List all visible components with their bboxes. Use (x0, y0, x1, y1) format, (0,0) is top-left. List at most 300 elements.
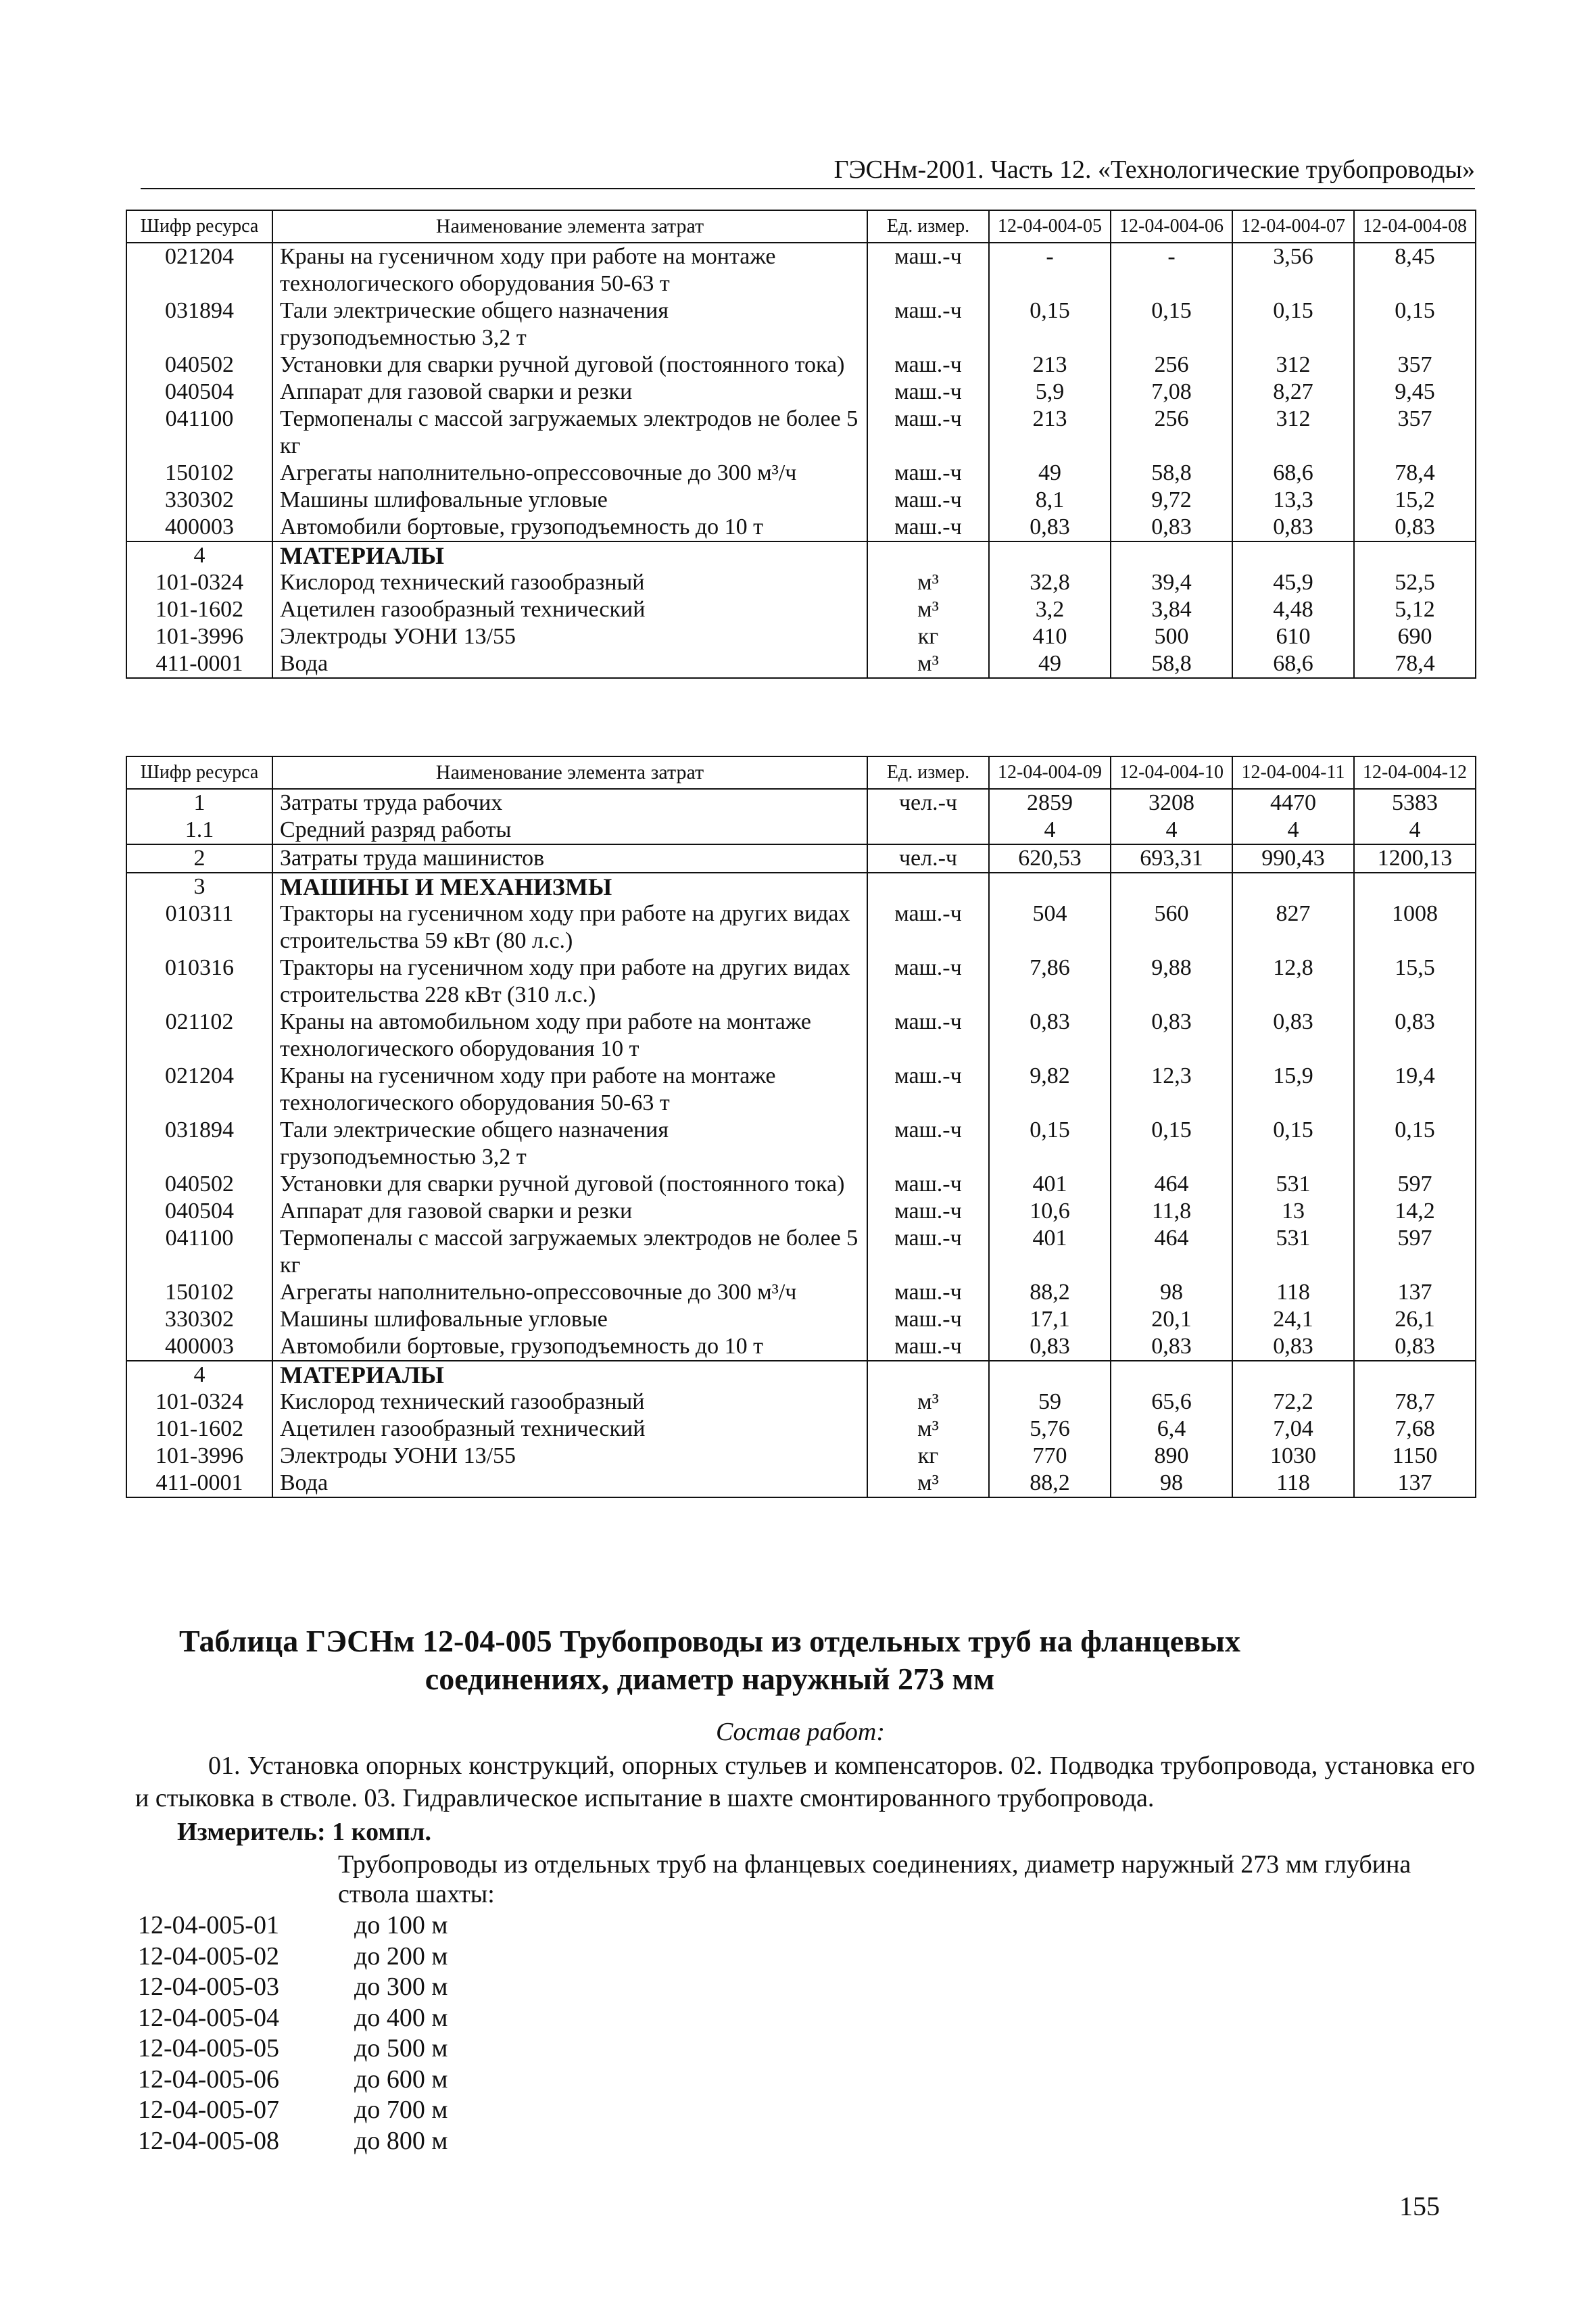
norm-value: 0,83 (1111, 1333, 1232, 1361)
norm-value: 256 (1111, 352, 1232, 379)
unit-of-measure: маш.-ч (867, 243, 989, 297)
norm-value: 8,27 (1232, 379, 1354, 406)
header-col: 12-04-004-08 (1354, 210, 1476, 243)
norm-value: 137 (1354, 1470, 1476, 1497)
table-row (126, 406, 1476, 460)
norm-value: 597 (1354, 1171, 1476, 1198)
norm-value: 9,82 (989, 1063, 1111, 1117)
norm-value: 693,31 (1111, 844, 1232, 873)
norm-value: 78,7 (1354, 1389, 1476, 1416)
norm-value: 59 (989, 1389, 1111, 1416)
norm-value: 15,2 (1354, 487, 1476, 514)
cost-element-name: Тали электрические общего назначения грузоподъемностью 3,2 т (272, 1117, 867, 1171)
header-name: Наименование элемента затрат (272, 210, 867, 243)
cost-element-name: Термопеналы с массой загружаемых электродов не более 5 кг (272, 1225, 867, 1279)
table-body (126, 789, 1476, 1497)
norm-value (989, 1361, 1111, 1389)
norm-value: 990,43 (1232, 844, 1354, 873)
header-col: 12-04-004-09 (989, 756, 1111, 789)
cost-element-name: Кислород технический газообразный (272, 1389, 867, 1416)
header-col: 12-04-004-11 (1232, 756, 1354, 789)
norm-value: 20,1 (1111, 1306, 1232, 1333)
resource-code: 3 (126, 873, 272, 900)
unit-of-measure: маш.-ч (867, 514, 989, 541)
unit-of-measure (867, 541, 989, 569)
norm-value: 7,68 (1354, 1416, 1476, 1443)
table-row (126, 1063, 1476, 1117)
resource-code: 1 (126, 789, 272, 817)
table-row (126, 1443, 1476, 1470)
norm-value: 45,9 (1232, 569, 1354, 596)
unit-of-measure: маш.-ч (867, 297, 989, 352)
norm-value: 357 (1354, 352, 1476, 379)
unit-of-measure: чел.-ч (867, 844, 989, 873)
unit-of-measure: маш.-ч (867, 352, 989, 379)
table-title: Таблица ГЭСНм 12-04-005 Трубопроводы из отдельных труб на фланцевых соединениях, диаметр наружный 273 мм (179, 1624, 1240, 1696)
norm-value: 6,4 (1111, 1416, 1232, 1443)
variant-item (138, 1972, 448, 2003)
table-row (126, 789, 1476, 817)
cost-element-name: Тали электрические общего назначения грузоподъемностью 3,2 т (272, 297, 867, 352)
variant-code: 12-04-005-05 (138, 2034, 279, 2062)
norm-value: 32,8 (989, 569, 1111, 596)
header-col: 12-04-004-10 (1111, 756, 1232, 789)
norm-value (1111, 873, 1232, 900)
cost-element-name: Машины шлифовальные угловые (272, 487, 867, 514)
resource-code: 041100 (126, 1225, 272, 1279)
variant-item (138, 2003, 448, 2034)
norm-value: 464 (1111, 1225, 1232, 1279)
variant-code: 12-04-005-07 (138, 2096, 279, 2124)
table-row (126, 1389, 1476, 1416)
norm-value: 78,4 (1354, 460, 1476, 487)
norm-value: 9,88 (1111, 955, 1232, 1009)
resource-code: 021204 (126, 243, 272, 297)
norm-value: 0,83 (1111, 514, 1232, 541)
variant-item (138, 1941, 448, 1973)
table-row (126, 955, 1476, 1009)
norm-value: 10,6 (989, 1198, 1111, 1225)
norm-value (1232, 1361, 1354, 1389)
norm-value: 0,83 (989, 514, 1111, 541)
resource-code: 041100 (126, 406, 272, 460)
table-row (126, 844, 1476, 873)
resource-code: 101-1602 (126, 596, 272, 623)
table-row (126, 1333, 1476, 1361)
variant-depth: до 300 м (354, 1973, 448, 2001)
cost-element-name: Установки для сварки ручной дуговой (постоянного тока) (272, 1171, 867, 1198)
unit-of-measure: м³ (867, 650, 989, 678)
unit-of-measure: кг (867, 623, 989, 650)
norm-value: 13,3 (1232, 487, 1354, 514)
unit-of-measure: м³ (867, 1389, 989, 1416)
variant-code: 12-04-005-04 (138, 2003, 279, 2032)
cost-element-name: Средний разряд работы (272, 817, 867, 844)
norm-value: 3,84 (1111, 596, 1232, 623)
header-col: 12-04-004-12 (1354, 756, 1476, 789)
variant-depth: до 200 м (354, 1941, 448, 1971)
norm-value: 0,15 (1232, 297, 1354, 352)
norm-value: 7,86 (989, 955, 1111, 1009)
norm-value (1354, 1361, 1476, 1389)
norm-value: 1200,13 (1354, 844, 1476, 873)
resource-code: 400003 (126, 514, 272, 541)
resource-table-1 (126, 210, 1476, 679)
composition-title: Состав работ: (715, 1718, 886, 1746)
cost-element-name: МАТЕРИАЛЫ (272, 1361, 867, 1389)
cost-element-name: Ацетилен газообразный технический (272, 1416, 867, 1443)
resource-code: 330302 (126, 487, 272, 514)
norm-value: 0,83 (989, 1333, 1111, 1361)
norm-value: 0,83 (1111, 1009, 1232, 1063)
table-row (126, 1279, 1476, 1306)
norm-value (989, 873, 1111, 900)
unit-of-measure: м³ (867, 1470, 989, 1497)
norm-value: 7,04 (1232, 1416, 1354, 1443)
variant-depth: до 600 м (354, 2065, 448, 2094)
norm-value: 17,1 (989, 1306, 1111, 1333)
norm-value: 137 (1354, 1279, 1476, 1306)
table-row (126, 623, 1476, 650)
norm-value: 52,5 (1354, 569, 1476, 596)
norm-value: 8,45 (1354, 243, 1476, 297)
resource-code: 031894 (126, 297, 272, 352)
unit-of-measure: маш.-ч (867, 406, 989, 460)
cost-element-name: Кислород технический газообразный (272, 569, 867, 596)
norm-value (1232, 541, 1354, 569)
norm-value: 3208 (1111, 789, 1232, 817)
cost-element-name: Вода (272, 1470, 867, 1497)
norm-value: - (989, 243, 1111, 297)
norm-value: 72,2 (1232, 1389, 1354, 1416)
composition-text: 01. Установка опорных конструкций, опорных стульев и компенсаторов. 02. Подводка трубопровода, установка его и стыковка в стволе. 03. Гидравлическое испытание в шахте смонтированного трубопровода. (135, 1752, 1475, 1812)
table-row (126, 297, 1476, 352)
variant-item (138, 2126, 448, 2157)
norm-value: 5,76 (989, 1416, 1111, 1443)
header-code: Шифр ресурса (126, 210, 272, 243)
norm-value: 4,48 (1232, 596, 1354, 623)
unit-of-measure: м³ (867, 1416, 989, 1443)
unit-of-measure: маш.-ч (867, 900, 989, 955)
norm-value: 0,83 (1354, 1009, 1476, 1063)
norm-value: 88,2 (989, 1279, 1111, 1306)
norm-value: 890 (1111, 1443, 1232, 1470)
unit-of-measure: кг (867, 1443, 989, 1470)
variant-code: 12-04-005-08 (138, 2126, 279, 2155)
norm-value: 68,6 (1232, 460, 1354, 487)
unit-of-measure: маш.-ч (867, 1306, 989, 1333)
cost-element-name: Краны на гусеничном ходу при работе на монтаже технологического оборудования 50-63 т (272, 243, 867, 297)
resource-code: 010316 (126, 955, 272, 1009)
norm-value: 4 (1354, 817, 1476, 844)
table-row (126, 1470, 1476, 1497)
norm-value: 0,83 (1232, 514, 1354, 541)
norm-value: 98 (1111, 1470, 1232, 1497)
norm-value: 504 (989, 900, 1111, 955)
norm-value: 500 (1111, 623, 1232, 650)
header-col: 12-04-004-07 (1232, 210, 1354, 243)
norm-value: 15,9 (1232, 1063, 1354, 1117)
norm-value: 770 (989, 1443, 1111, 1470)
norm-value: 4470 (1232, 789, 1354, 817)
norm-value: 0,15 (1354, 1117, 1476, 1171)
resource-code: 150102 (126, 1279, 272, 1306)
norm-value: 39,4 (1111, 569, 1232, 596)
resource-code: 101-0324 (126, 1389, 272, 1416)
variant-depth: до 100 м (354, 1911, 448, 1939)
norm-value: 0,83 (1232, 1333, 1354, 1361)
cost-element-name: МАТЕРИАЛЫ (272, 541, 867, 569)
header-code: Шифр ресурса (126, 756, 272, 789)
norm-value: 1008 (1354, 900, 1476, 955)
resource-table-2 (126, 756, 1476, 1498)
meter-label: Измеритель: (177, 1818, 326, 1846)
norm-value: 213 (989, 406, 1111, 460)
resource-code: 040502 (126, 352, 272, 379)
unit-of-measure: маш.-ч (867, 1198, 989, 1225)
unit-of-measure: маш.-ч (867, 487, 989, 514)
norm-value: 26,1 (1354, 1306, 1476, 1333)
page-number: 155 (1399, 2191, 1440, 2221)
table-row (126, 1416, 1476, 1443)
norm-value: 24,1 (1232, 1306, 1354, 1333)
resource-code: 150102 (126, 460, 272, 487)
resource-code: 101-1602 (126, 1416, 272, 1443)
norm-value: 118 (1232, 1279, 1354, 1306)
header-col: 12-04-004-06 (1111, 210, 1232, 243)
norm-value: 49 (989, 650, 1111, 678)
norm-value: 213 (989, 352, 1111, 379)
norm-value: 0,15 (1111, 1117, 1232, 1171)
norm-value: 560 (1111, 900, 1232, 955)
cost-element-name: Тракторы на гусеничном ходу при работе на других видах строительства 59 кВт (80 л.с.) (272, 900, 867, 955)
norm-value: 690 (1354, 623, 1476, 650)
variant-item (138, 1910, 448, 1941)
section-row (126, 541, 1476, 569)
norm-value: - (1111, 243, 1232, 297)
table-row (126, 1117, 1476, 1171)
norm-value: 401 (989, 1225, 1111, 1279)
resource-code: 1.1 (126, 817, 272, 844)
norm-value: 9,72 (1111, 487, 1232, 514)
unit-of-measure (867, 817, 989, 844)
unit-of-measure (867, 1361, 989, 1389)
variant-code: 12-04-005-06 (138, 2065, 279, 2094)
header-unit: Ед. измер. (867, 210, 989, 243)
resource-code: 4 (126, 1361, 272, 1389)
norm-value: 19,4 (1354, 1063, 1476, 1117)
variant-depth: до 500 м (354, 2034, 448, 2062)
table-row (126, 569, 1476, 596)
norm-value: 88,2 (989, 1470, 1111, 1497)
table-row (126, 650, 1476, 678)
norm-value: 12,8 (1232, 955, 1354, 1009)
norm-value: 5383 (1354, 789, 1476, 817)
variant-item (138, 2033, 448, 2065)
norm-value: 0,83 (1354, 1333, 1476, 1361)
resource-code: 4 (126, 541, 272, 569)
resource-code: 101-0324 (126, 569, 272, 596)
norm-value: 0,15 (1354, 297, 1476, 352)
variant-depth: до 700 м (354, 2096, 448, 2124)
table-body (126, 243, 1476, 678)
unit-of-measure: маш.-ч (867, 955, 989, 1009)
resource-code: 040504 (126, 379, 272, 406)
norm-value: 401 (989, 1171, 1111, 1198)
norm-value: 65,6 (1111, 1389, 1232, 1416)
unit-of-measure: маш.-ч (867, 379, 989, 406)
unit-of-measure: маш.-ч (867, 1171, 989, 1198)
resource-code: 040504 (126, 1198, 272, 1225)
variant-item (138, 2065, 448, 2096)
resource-code: 040502 (126, 1171, 272, 1198)
table-row (126, 460, 1476, 487)
norm-value (989, 541, 1111, 569)
resource-code: 101-3996 (126, 1443, 272, 1470)
norm-value: 2859 (989, 789, 1111, 817)
norm-value: 4 (989, 817, 1111, 844)
cost-element-name: Электроды УОНИ 13/55 (272, 623, 867, 650)
norm-value (1232, 873, 1354, 900)
norm-value: 98 (1111, 1279, 1232, 1306)
cost-element-name: Автомобили бортовые, грузоподъемность до 10 т (272, 514, 867, 541)
cost-element-name: Установки для сварки ручной дуговой (постоянного тока) (272, 352, 867, 379)
header-col: 12-04-004-05 (989, 210, 1111, 243)
variant-intro: Трубопроводы из отдельных труб на фланцевых соединениях, диаметр наружный 273 мм глубина ствола шахты: (338, 1850, 1411, 1908)
unit-of-measure: м³ (867, 596, 989, 623)
norm-value: 1150 (1354, 1443, 1476, 1470)
running-header: ГЭСНм-2001. Часть 12. «Технологические трубопроводы» (141, 154, 1475, 189)
norm-value: 0,83 (1232, 1009, 1354, 1063)
table-header-row (126, 756, 1476, 789)
table-row (126, 817, 1476, 844)
resource-code: 010311 (126, 900, 272, 955)
unit-of-measure: маш.-ч (867, 1225, 989, 1279)
norm-value (1354, 541, 1476, 569)
cost-element-name: МАШИНЫ И МЕХАНИЗМЫ (272, 873, 867, 900)
norm-value: 3,2 (989, 596, 1111, 623)
variant-code: 12-04-005-01 (138, 1911, 279, 1939)
table-row (126, 1306, 1476, 1333)
cost-element-name: Краны на гусеничном ходу при работе на монтаже технологического оборудования 50-63 т (272, 1063, 867, 1117)
norm-value: 3,56 (1232, 243, 1354, 297)
norm-value (1354, 873, 1476, 900)
header-name: Наименование элемента затрат (272, 756, 867, 789)
cost-element-name: Вода (272, 650, 867, 678)
norm-value: 5,9 (989, 379, 1111, 406)
header-unit: Ед. измер. (867, 756, 989, 789)
cost-element-name: Краны на автомобильном ходу при работе на монтаже технологического оборудования 10 т (272, 1009, 867, 1063)
meter-line (177, 1817, 431, 1847)
norm-value: 410 (989, 623, 1111, 650)
unit-of-measure: маш.-ч (867, 1117, 989, 1171)
variant-code: 12-04-005-02 (138, 1941, 279, 1971)
table-row (126, 900, 1476, 955)
cost-element-name: Агрегаты наполнительно-опрессовочные до 300 м³/ч (272, 460, 867, 487)
cost-element-name: Машины шлифовальные угловые (272, 1306, 867, 1333)
norm-value: 14,2 (1354, 1198, 1476, 1225)
unit-of-measure: маш.-ч (867, 1009, 989, 1063)
norm-value: 15,5 (1354, 955, 1476, 1009)
variant-depth: до 400 м (354, 2003, 448, 2032)
table-header-row (126, 210, 1476, 243)
table-row (126, 514, 1476, 541)
table-row (126, 243, 1476, 297)
resource-code: 2 (126, 844, 272, 873)
norm-value: 58,8 (1111, 650, 1232, 678)
variant-list (138, 1910, 448, 2156)
table-row (126, 1225, 1476, 1279)
cost-element-name: Агрегаты наполнительно-опрессовочные до 300 м³/ч (272, 1279, 867, 1306)
table-row (126, 1198, 1476, 1225)
variant-code: 12-04-005-03 (138, 1973, 279, 2001)
norm-value: 49 (989, 460, 1111, 487)
cost-element-name: Электроды УОНИ 13/55 (272, 1443, 867, 1470)
unit-of-measure: маш.-ч (867, 1333, 989, 1361)
cost-element-name: Аппарат для газовой сварки и резки (272, 1198, 867, 1225)
norm-value: 312 (1232, 406, 1354, 460)
norm-value: 597 (1354, 1225, 1476, 1279)
section-row (126, 1361, 1476, 1389)
norm-value: 12,3 (1111, 1063, 1232, 1117)
table-row (126, 487, 1476, 514)
norm-value: 0,15 (989, 297, 1111, 352)
table-row (126, 1171, 1476, 1198)
norm-value: 620,53 (989, 844, 1111, 873)
resource-code: 031894 (126, 1117, 272, 1171)
norm-value: 256 (1111, 406, 1232, 460)
cost-element-name: Затраты труда машинистов (272, 844, 867, 873)
norm-value: 312 (1232, 352, 1354, 379)
unit-of-measure: м³ (867, 569, 989, 596)
norm-value: 58,8 (1111, 460, 1232, 487)
norm-value: 78,4 (1354, 650, 1476, 678)
norm-value: 0,83 (1354, 514, 1476, 541)
section-row (126, 873, 1476, 900)
norm-value (1111, 541, 1232, 569)
cost-element-name: Ацетилен газообразный технический (272, 596, 867, 623)
table-row (126, 379, 1476, 406)
norm-value (1111, 1361, 1232, 1389)
norm-value: 8,1 (989, 487, 1111, 514)
norm-value: 0,15 (989, 1117, 1111, 1171)
norm-value: 4 (1232, 817, 1354, 844)
resource-code: 400003 (126, 1333, 272, 1361)
norm-value: 68,6 (1232, 650, 1354, 678)
norm-value: 0,83 (989, 1009, 1111, 1063)
cost-element-name: Затраты труда рабочих (272, 789, 867, 817)
norm-value: 0,15 (1111, 297, 1232, 352)
cost-element-name: Автомобили бортовые, грузоподъемность до 10 т (272, 1333, 867, 1361)
unit-of-measure: маш.-ч (867, 1063, 989, 1117)
norm-value: 13 (1232, 1198, 1354, 1225)
meter-value: 1 компл. (332, 1818, 431, 1846)
resource-code: 021102 (126, 1009, 272, 1063)
norm-value: 7,08 (1111, 379, 1232, 406)
norm-value: 357 (1354, 406, 1476, 460)
resource-code: 101-3996 (126, 623, 272, 650)
unit-of-measure: чел.-ч (867, 789, 989, 817)
unit-of-measure: маш.-ч (867, 460, 989, 487)
norm-value: 1030 (1232, 1443, 1354, 1470)
norm-value: 5,12 (1354, 596, 1476, 623)
resource-code: 021204 (126, 1063, 272, 1117)
table-row (126, 1009, 1476, 1063)
resource-code: 411-0001 (126, 650, 272, 678)
norm-value: 464 (1111, 1171, 1232, 1198)
norm-value: 531 (1232, 1171, 1354, 1198)
norm-value: 118 (1232, 1470, 1354, 1497)
